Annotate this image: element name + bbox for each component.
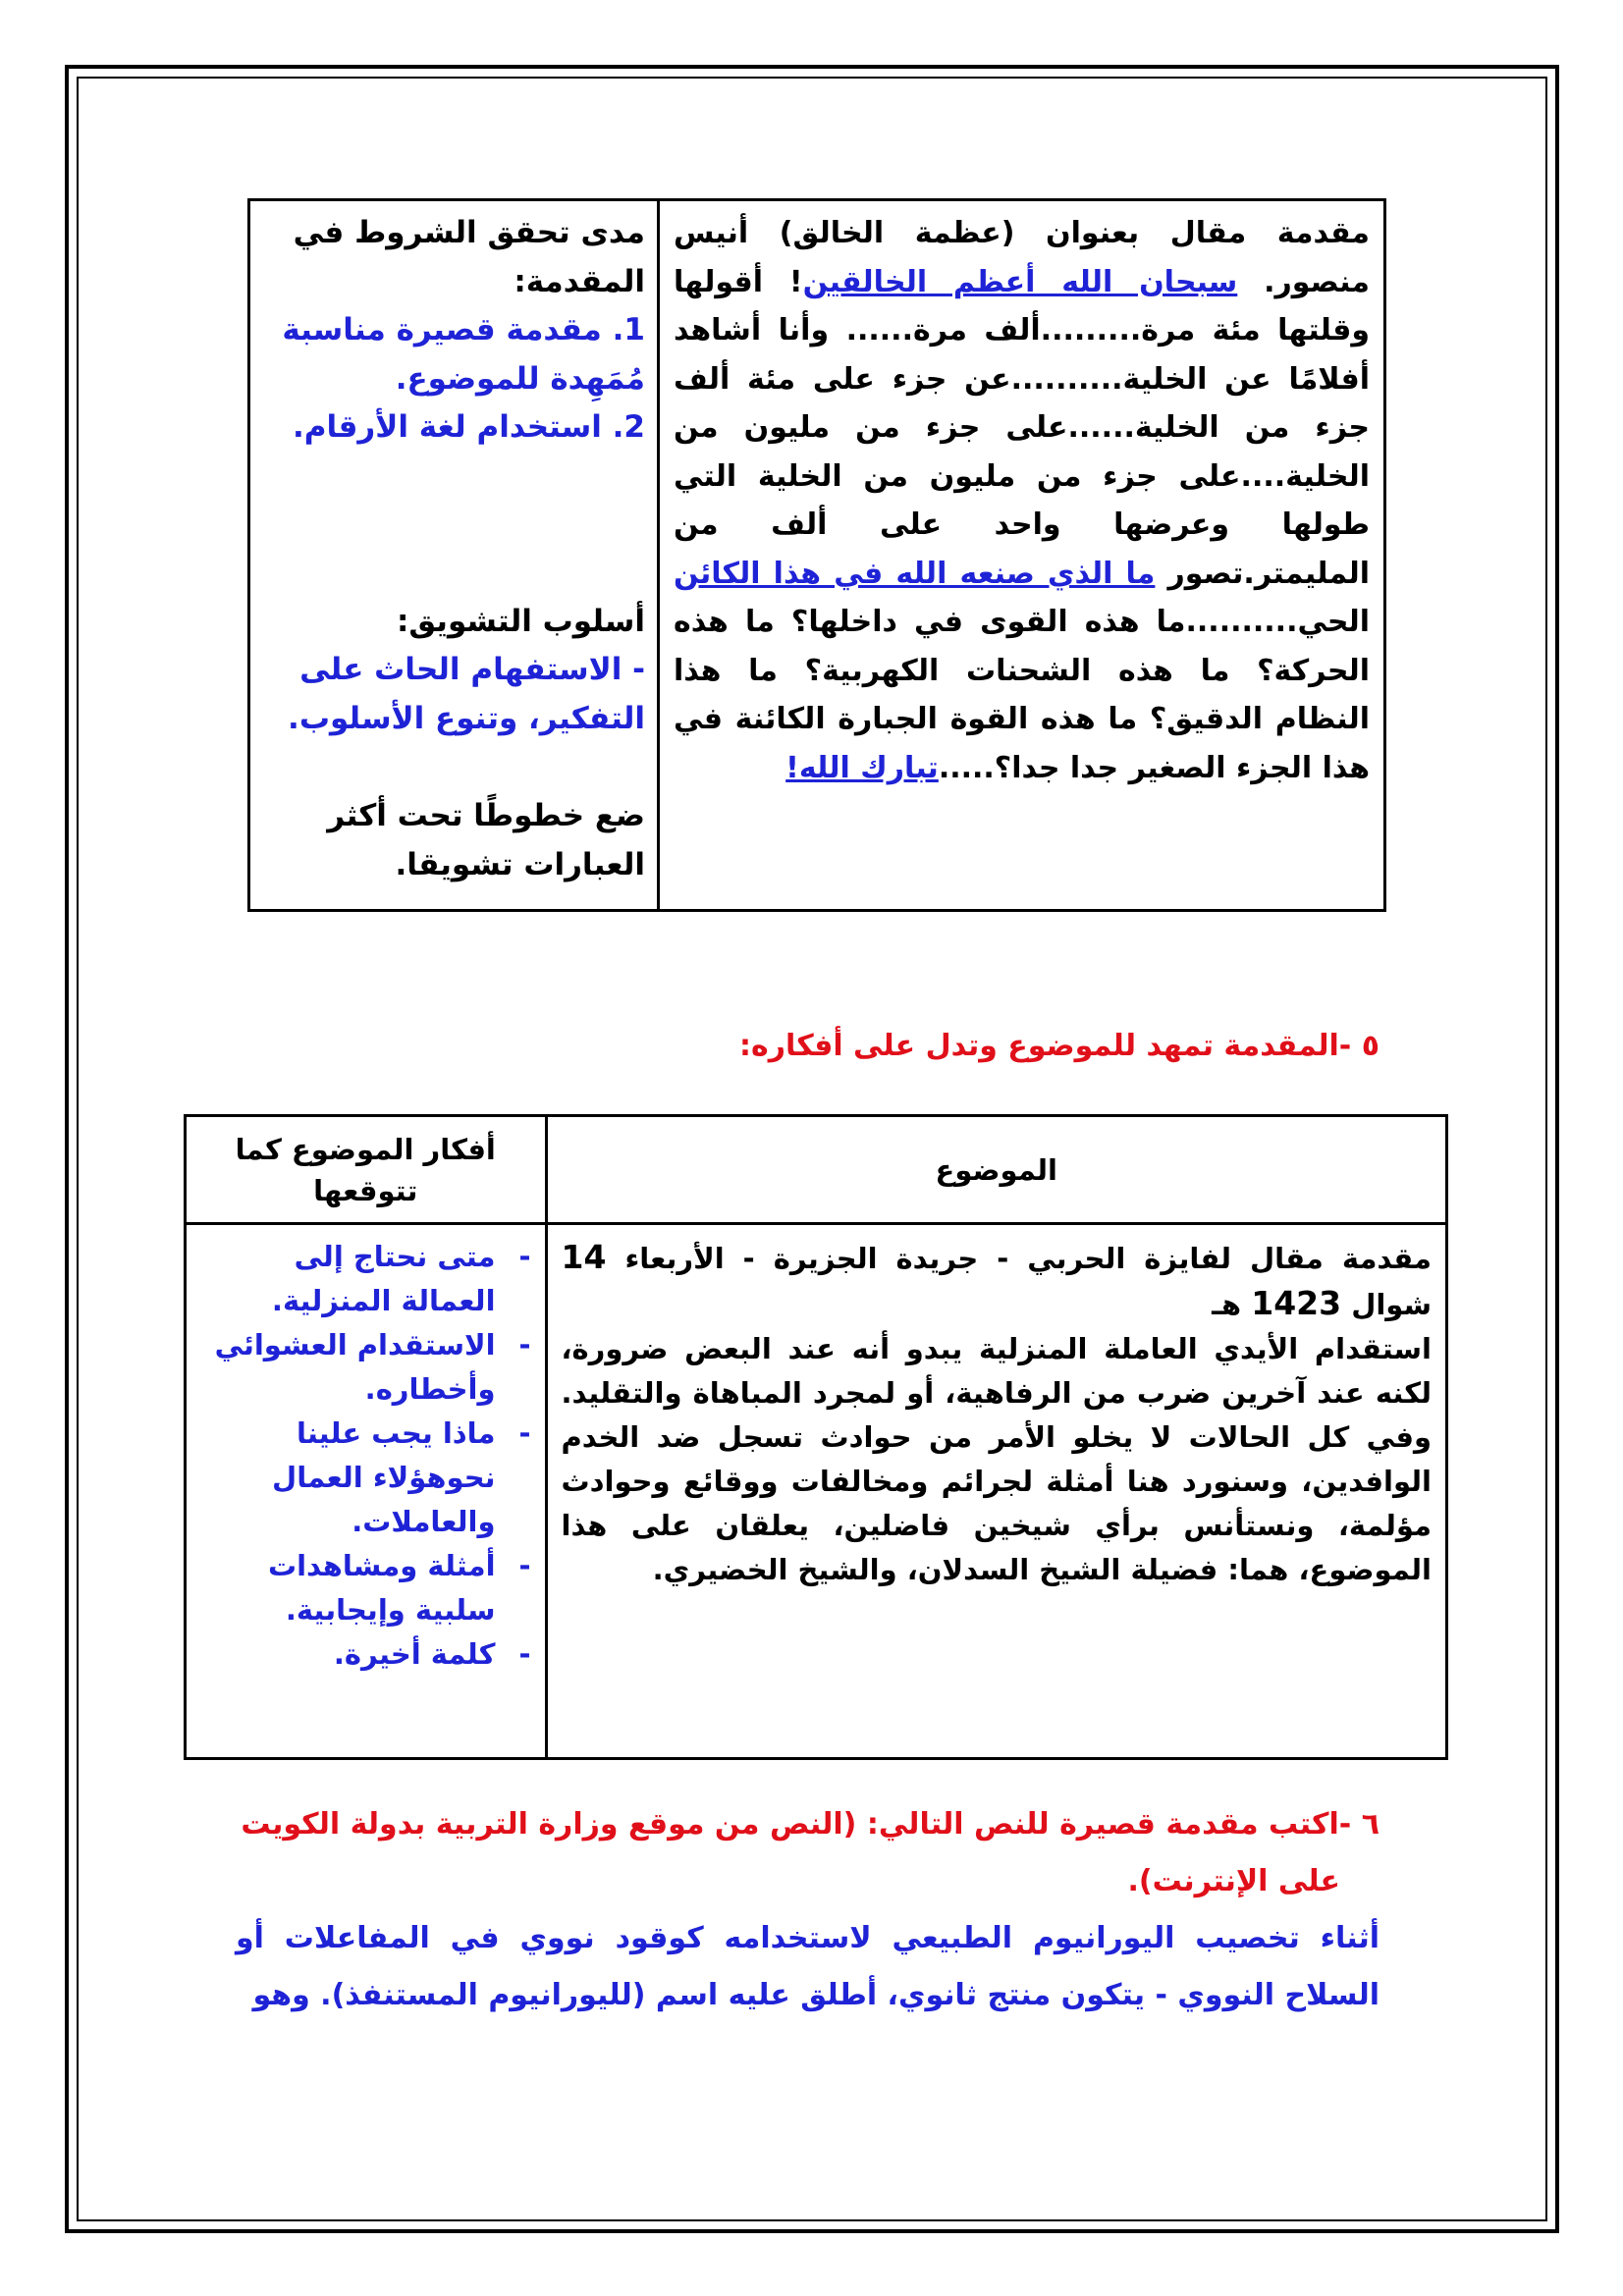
idea-text: متى نحتاج إلى العمالة المنزلية. — [271, 1240, 496, 1317]
idea-item — [200, 1412, 531, 1544]
intro-underlined-phrase-1: سبحان الله أعظم الخالقين — [802, 264, 1238, 299]
conditions-spacer — [262, 453, 645, 598]
topic-text-cell — [546, 1224, 1446, 1759]
style-item: - الاستفهام الحاث على التفكير، وتنوع الأسلوب. — [288, 652, 645, 736]
idea-dash: - — [518, 1240, 531, 1273]
topic-source-year: 1423 — [1251, 1284, 1342, 1322]
style-heading: أسلوب التشويق: — [396, 603, 645, 639]
idea-text: كلمة أخيرة. — [333, 1637, 496, 1671]
idea-text: ماذا يجب علينا نحوهؤلاء العمال والعاملات. — [272, 1416, 496, 1538]
section6 — [236, 1796, 1380, 2024]
idea-item — [200, 1544, 531, 1632]
conditions-heading: مدى تحقق الشروط في المقدمة: — [293, 215, 645, 299]
intro-underlined-phrase-3: تبارك الله! — [785, 750, 939, 785]
topic-source-day: 14 — [561, 1238, 607, 1276]
topic-source-b: شوال — [1341, 1288, 1432, 1321]
intro-body-2: الحي..........ما هذه القوى في داخلها؟ ما هذه الحركة؟ ما هذه الشحنات الكهربية؟ ما هذا النظام الدقيق؟ ما هذه القوة الجبارة الكائنة في هذا الجزء الصغير جدا جدا؟..... — [674, 605, 1370, 785]
section5-heading: ٥ -المقدمة تمهد للموضوع وتدل على أفكاره: — [739, 1029, 1380, 1063]
idea-item — [200, 1235, 531, 1323]
intro-body-1: ! أقولها وقلتها مئة مرة.........ألف مرة...... وأنا أشاهد أفلامًا عن الخلية..........عن جزء على مئة ألف جزء من الخلية......على جزء من مليون من الخلية....على جزء من مليون من الخلية التي طولها وعرضها واحد على ألف من المليمتر.تصور — [674, 264, 1370, 591]
topic-ideas-table — [184, 1114, 1448, 1760]
intro-text-cell — [659, 200, 1385, 911]
idea-item — [200, 1632, 531, 1677]
conditions-cell — [249, 200, 659, 911]
idea-item — [200, 1323, 531, 1412]
idea-text: الاستقدام العشوائي وأخطاره. — [214, 1328, 496, 1406]
condition-item-2: 2. استخدام لغة الأرقام. — [292, 409, 645, 445]
section6-question-line2: على الإنترنت). — [1127, 1864, 1340, 1898]
intro-underlined-phrase-2: ما الذي صنعه الله في هذا الكائن — [674, 556, 1156, 591]
idea-text: أمثلة ومشاهدات سلبية وإيجابية. — [267, 1549, 496, 1627]
topic-source-c: هـ — [1212, 1288, 1252, 1321]
idea-dash: - — [518, 1416, 531, 1450]
underline-instruction: ضع خطوطًا تحت أكثر العبارات تشويقا. — [327, 798, 645, 882]
idea-dash: - — [518, 1637, 531, 1671]
topic-body: استقدام الأيدي العاملة المنزلية يبدو أنه عند البعض ضرورة، لكنه عند آخرين ضرب من الرفاهية، أو لمجرد المباهاة والتقليد. وفي كل الحالات لا يخلو الأمر من حوادث تسجل ضد الخدم الوافدين، وسنورد هنا أمثلة لجرائم ومخالفات ووقائع وحوادث مؤلمة، ونستأنس برأي شيخين فاضلين، يعلقان على هذا الموضوع، هما: فضيلة الشيخ السدلان، والشيخ الخضيري. — [561, 1332, 1432, 1586]
header-topic: الموضوع — [546, 1116, 1446, 1224]
section6-passage: أثناء تخصيب اليورانيوم الطبيعي لاستخدامه كوقود نووي في المفاعلات أو السلاح النووي - يتكون منتج ثانوي، أطلق عليه اسم (لليورانيوم المستنفذ). وهو — [236, 1921, 1380, 2012]
header-ideas: أفكار الموضوع كما تتوقعها — [186, 1116, 547, 1224]
idea-dash: - — [518, 1549, 531, 1582]
ideas-cell — [186, 1224, 547, 1759]
idea-dash: - — [518, 1328, 531, 1362]
intro-analysis-table — [247, 198, 1386, 912]
topic-source-a: مقدمة مقال لفايزة الحربي - جريدة الجزيرة - الأربعاء — [606, 1242, 1432, 1275]
condition-item-1: 1. مقدمة قصيرة مناسبة مُمَهِدة للموضوع. — [282, 312, 645, 397]
style-spacer — [262, 743, 645, 792]
intro-title: مقدمة مقال بعنوان (عظمة الخالق) أنيس منصور. — [674, 216, 1370, 299]
section6-question-line1: ٦ -اكتب مقدمة قصيرة للنص التالي: (النص من موقع وزارة التربية بدولة الكويت — [241, 1807, 1380, 1842]
section6-question — [236, 1796, 1380, 1910]
